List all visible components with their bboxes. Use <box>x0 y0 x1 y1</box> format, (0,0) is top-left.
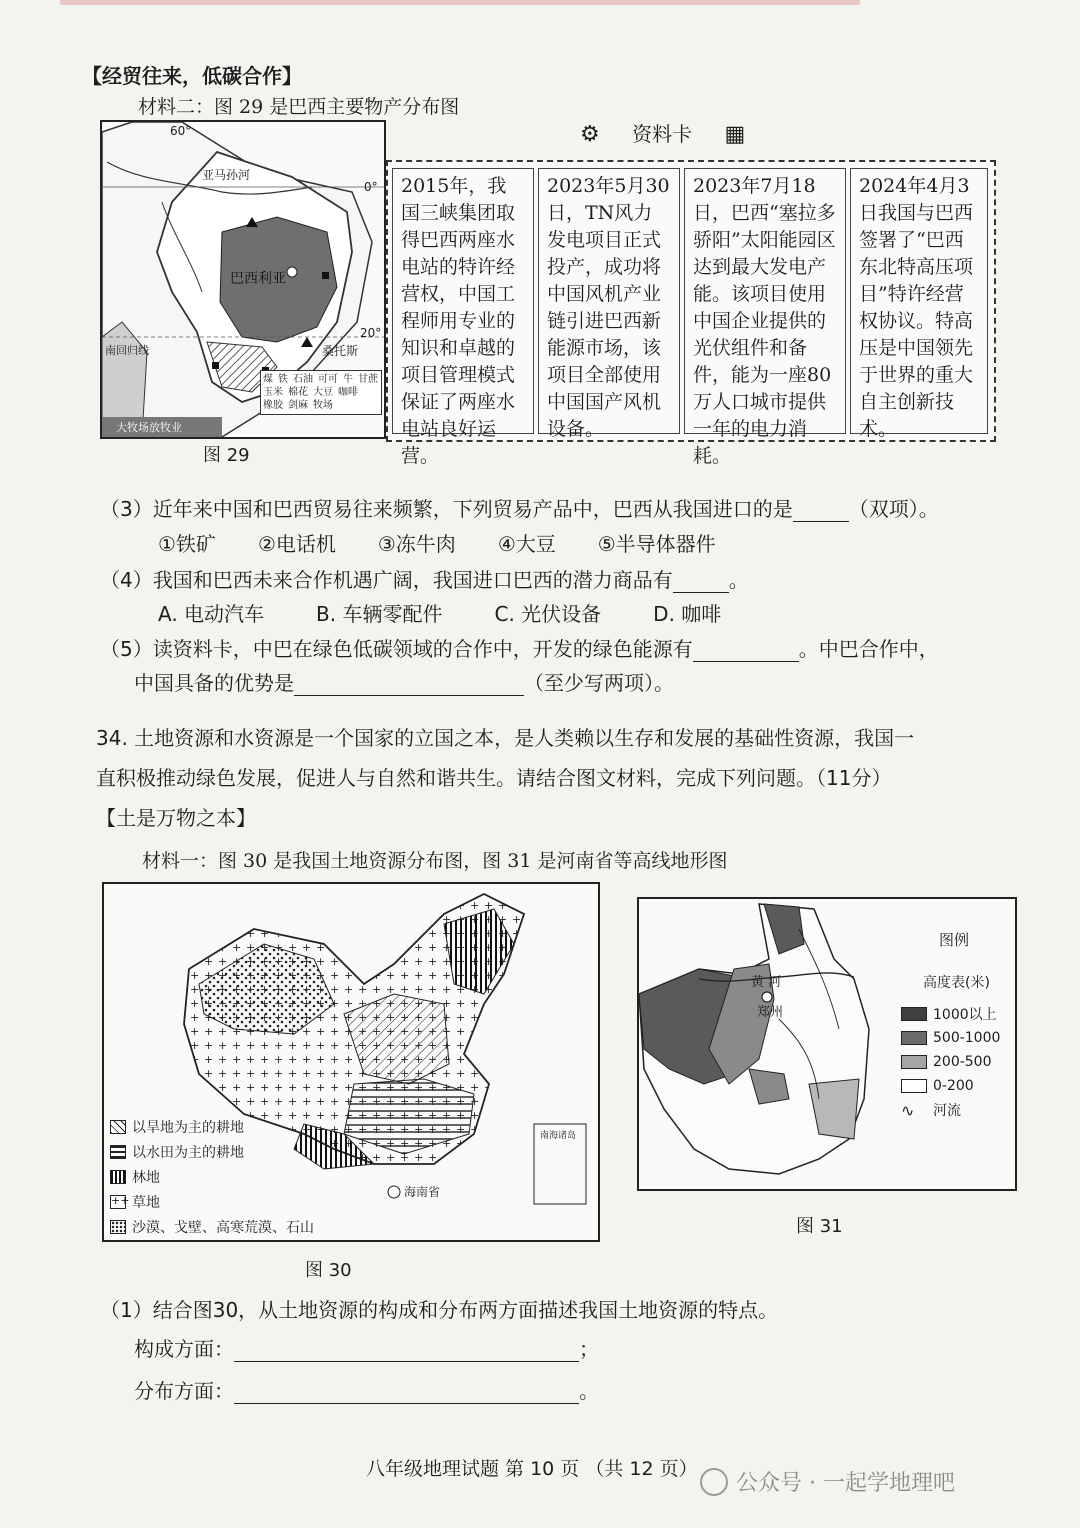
option: C. 光伏设备 <box>494 602 602 626</box>
legend-item: 牛 <box>343 374 353 385</box>
question-5-text: （5）读资料卡，中巴在绿色低碳领域的合作中，开发的绿色能源有 <box>100 637 693 661</box>
question-4-suffix: 。 <box>728 568 749 592</box>
composition-answer-line[interactable] <box>234 1341 579 1362</box>
legend-label: 1000以上 <box>933 1007 997 1023</box>
swatch-500 <box>901 1031 927 1045</box>
legend-row-grassland <box>110 1189 314 1214</box>
lat-0-label: 0° <box>364 180 378 194</box>
card-item-2024-april: 2024年4月3日我国与巴西签署了“巴西东北特高压项目”特许经营权协议。特高压是中国领先于世界的重大自主创新技术。 <box>850 168 988 434</box>
composition-label: 构成方面： <box>134 1337 234 1361</box>
legend-label: 林地 <box>132 1169 160 1186</box>
forest-swatch <box>110 1170 126 1184</box>
card-title-row <box>580 118 745 147</box>
legend-item: 玉米 <box>263 387 283 398</box>
legend-item: 大豆 <box>313 387 333 398</box>
question-5 <box>100 633 939 662</box>
question-4 <box>100 564 749 593</box>
watermark-text: 公众号 · 一起学地理吧 <box>736 1471 955 1496</box>
card-title: 资料卡 <box>632 122 693 146</box>
hainan-label: 海南省 <box>404 1185 441 1199</box>
legend-label: 以水田为主的耕地 <box>132 1144 244 1161</box>
legend-item: 剑麻 <box>288 400 308 411</box>
yellow-river-label: 黄 河 <box>751 975 782 990</box>
brasilia-label: 巴西利亚 <box>230 271 286 287</box>
figure-30-caption: 图 30 <box>305 1260 352 1281</box>
answer-blank[interactable] <box>793 501 849 522</box>
question-3 <box>100 493 939 522</box>
material-one-caption: 材料一：图 30 是我国土地资源分布图，图 31 是河南省等高线地形图 <box>142 850 728 872</box>
legend-item: 甘蔗 <box>358 374 378 385</box>
figure-29-caption: 图 29 <box>203 445 250 466</box>
card-item-2023-may: 2023年5月30日，TN风力发电项目正式投产，成功将中国风机产业链引进巴西新能源市场，该项目全部使用中国国产风机设备。 <box>538 168 680 434</box>
question-4-options <box>158 598 721 627</box>
answer-blank[interactable] <box>693 641 799 662</box>
legend-row-0 <box>901 1074 1000 1098</box>
figure-31-henan-map <box>637 897 1017 1191</box>
question-4-text: （4）我国和巴西未来合作机遇广阔，我国进口巴西的潜力商品有 <box>100 568 673 592</box>
legend-item: 铁 <box>278 374 288 385</box>
legend-label: 河流 <box>933 1103 961 1119</box>
swatch-1000 <box>901 1007 927 1021</box>
question-5-suffix: （至少写两项）。 <box>524 671 674 695</box>
santos-label: 桑托斯 <box>322 344 359 358</box>
legend-item: 橡胶 <box>263 400 283 411</box>
grassland-swatch: ++ <box>111 1193 130 1207</box>
composition-row <box>134 1333 599 1362</box>
legend-row-1000 <box>901 1002 1000 1026</box>
option: ⑤半导体器件 <box>597 532 716 556</box>
amazon-river-label: 亚马孙河 <box>202 168 251 182</box>
legend-row-200 <box>901 1050 1000 1074</box>
legend-row-paddy <box>110 1139 314 1164</box>
lat-60-label: 60° <box>170 124 192 138</box>
option: B. 车辆零配件 <box>316 602 443 626</box>
dryland-swatch <box>110 1120 126 1134</box>
answer-blank[interactable] <box>673 572 729 593</box>
option: ④大豆 <box>497 532 556 556</box>
section-heading-land: 【土是万物之本】 <box>96 806 256 830</box>
info-card <box>386 160 996 467</box>
card-item-2015: 2015年，我国三峡集团取得巴西两座水电站的特许经营权，中国工程师用专业的知识和卓越的项目管理模式保证了两座水电站良好运营。 <box>392 168 534 434</box>
legend-row-desert <box>110 1214 314 1239</box>
south-china-sea-inset-label: 南海诸岛 <box>540 1131 577 1141</box>
question-3-options <box>158 528 716 557</box>
figure-31-caption: 图 31 <box>796 1216 843 1237</box>
fig31-legend <box>901 929 1000 1122</box>
question-5-line2-text: 中国具备的优势是 <box>134 671 294 695</box>
distribution-label: 分布方面： <box>134 1379 234 1403</box>
question-34-line1: 34. 土地资源和水资源是一个国家的立国之本，是人类赖以生存和发展的基础性资源，我国一 <box>96 726 915 750</box>
desert-swatch <box>110 1220 126 1234</box>
figure-30-china-map <box>102 882 600 1242</box>
legend-title: 图例 <box>939 931 970 949</box>
legend-item: 棉花 <box>288 387 308 398</box>
legend-label: 草地 <box>132 1194 160 1211</box>
figure-29-brazil-map <box>100 120 386 439</box>
wind-turbine-icon: ⚙ <box>580 122 600 147</box>
page-footer: 八年级地理试题 第 10 页 （共 12 页） <box>366 1458 698 1480</box>
swatch-0 <box>901 1079 927 1093</box>
section-heading-trade: 【经贸往来，低碳合作】 <box>82 64 302 88</box>
zhengzhou-label: 郑州 <box>757 1005 784 1020</box>
legend-label: 以旱地为主的耕地 <box>132 1119 244 1136</box>
solar-panel-icon: ▦ <box>724 122 746 147</box>
legend-row-forest <box>110 1164 314 1189</box>
legend-item: 可可 <box>318 374 338 385</box>
legend-subtitle: 高度表(米) <box>923 975 990 991</box>
ranching-legend-label: 大牧场放牧业 <box>116 421 182 434</box>
fig30-legend <box>110 1114 314 1239</box>
material-two-caption: 材料二：图 29 是巴西主要物产分布图 <box>138 96 460 118</box>
watermark <box>700 1466 955 1497</box>
top-color-strip <box>60 0 860 5</box>
option: D. 咖啡 <box>653 602 722 626</box>
option: ①铁矿 <box>158 532 216 556</box>
distribution-suffix: 。 <box>579 1379 599 1403</box>
question-34-line2: 直积极推动绿色发展，促进人与自然和谐共生。请结合图文材料，完成下列问题。（11分） <box>96 766 892 790</box>
question-3-suffix: （双项）。 <box>848 497 939 521</box>
distribution-answer-line[interactable] <box>234 1383 579 1404</box>
legend-item: 石油 <box>293 374 313 385</box>
paddy-swatch <box>110 1145 126 1159</box>
lat-20-label: 20° <box>360 326 382 340</box>
legend-item: 煤 <box>263 374 273 385</box>
option: A. 电动汽车 <box>158 602 265 626</box>
legend-item: 牧场 <box>313 400 333 411</box>
option: ③冻牛肉 <box>377 532 456 556</box>
distribution-row <box>134 1375 599 1404</box>
swatch-200 <box>901 1055 927 1069</box>
legend-row-river <box>901 1098 1000 1122</box>
legend-item: 咖啡 <box>338 387 358 398</box>
card-item-2023-july: 2023年7月18日，巴西“塞拉多骄阳”太阳能园区达到最大发电产能。该项目使用中国企业提供的光伏组件和备件，能为一座80万人口城市提供一年的电力消耗。 <box>684 168 846 434</box>
legend-label: 0-200 <box>933 1078 974 1094</box>
composition-suffix: ； <box>579 1337 599 1361</box>
question-3-text: （3）近年来中国和巴西贸易往来频繁，下列贸易产品中，巴西从我国进口的是 <box>100 497 793 521</box>
legend-label: 沙漠、戈壁、高寒荒漠、石山 <box>132 1219 314 1236</box>
answer-blank[interactable] <box>294 675 524 696</box>
question-5-mid: 。中巴合作中， <box>798 637 939 661</box>
river-icon: ∿ <box>901 1100 915 1120</box>
legend-row-500 <box>901 1026 1000 1050</box>
tropic-label: 南回归线 <box>105 344 149 357</box>
legend-label: 500-1000 <box>933 1030 1001 1046</box>
fig29-legend <box>260 370 382 415</box>
question-1: （1）结合图30，从土地资源的构成和分布两方面描述我国土地资源的特点。 <box>100 1298 779 1322</box>
legend-row-dryland <box>110 1114 314 1139</box>
question-5-line2 <box>134 667 674 696</box>
option: ②电话机 <box>257 532 336 556</box>
wechat-icon <box>700 1468 728 1496</box>
legend-label: 200-500 <box>933 1054 992 1070</box>
